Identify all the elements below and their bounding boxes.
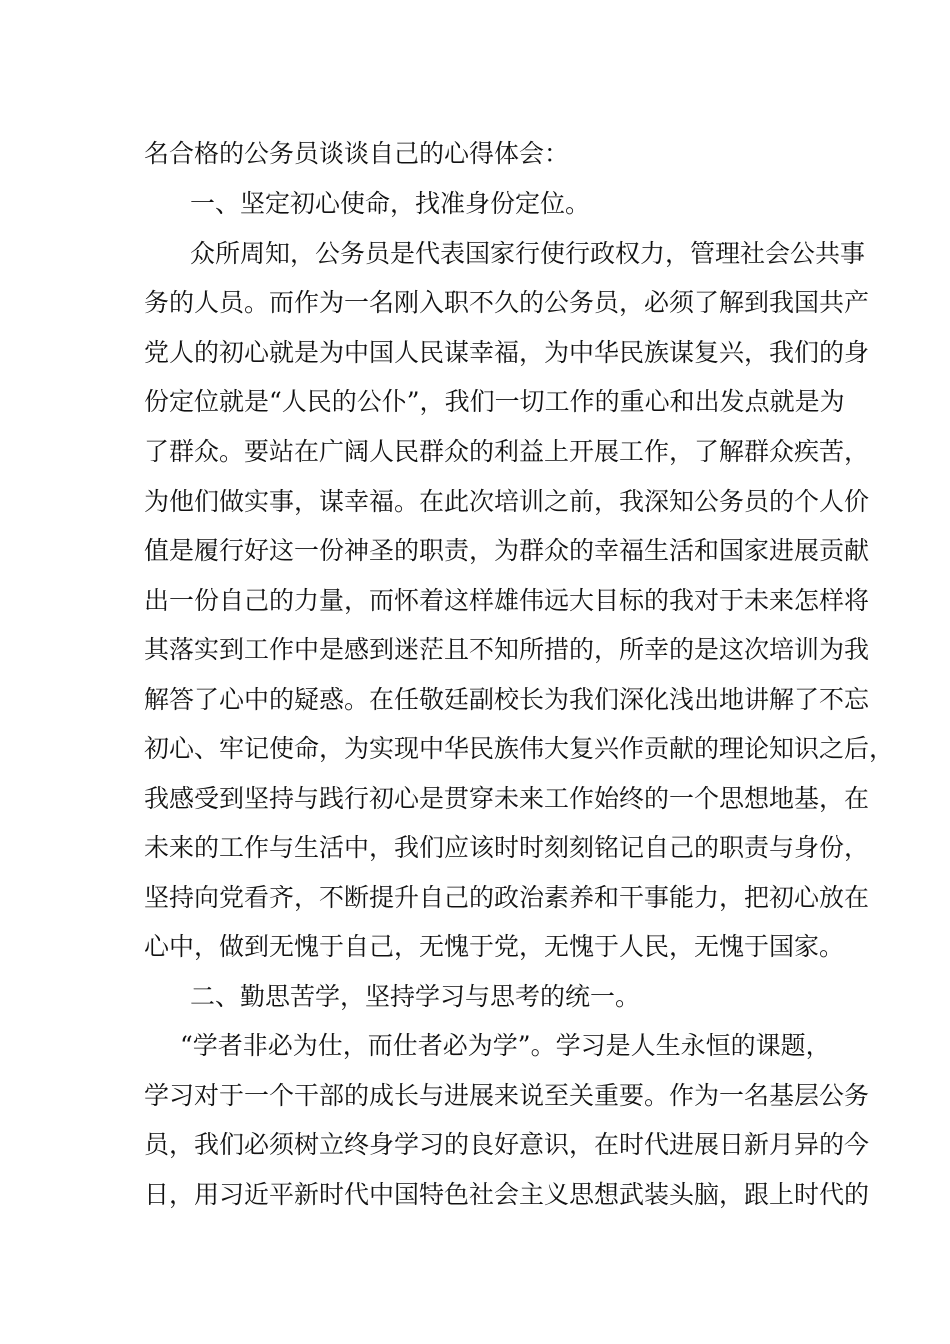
text-line: 了群众。要站在广阔人民群众的利益上开展工作，了解群众疾苦， [144, 437, 870, 466]
text-line: 未来的工作与生活中，我们应该时时刻刻铭记自己的职责与身份， [144, 833, 870, 862]
text-line: 心中，做到无愧于自己，无愧于党，无愧于人民，无愧于国家。 [144, 932, 845, 961]
text-line: 值是履行好这一份神圣的职责，为群众的幸福生活和国家进展贡献 [144, 536, 870, 565]
text-line: 解答了心中的疑惑。在任敬廷副校长为我们深化浅出地讲解了不忘 [144, 685, 870, 714]
text-line: 初心、牢记使命，为实现中华民族伟大复兴作贡献的理论知识之后， [144, 734, 895, 763]
text-line: 日，用习近平新时代中国特色社会主义思想武装头脑，跟上时代的 [144, 1180, 870, 1209]
text-line: 为他们做实事，谋幸福。在此次培训之前，我深知公务员的个人价 [144, 487, 870, 516]
text-line: 其落实到工作中是感到迷茫且不知所措的，所幸的是这次培训为我 [144, 635, 870, 664]
text-line: 份定位就是“人民的公仆”，我们一切工作的重心和出发点就是为 [144, 387, 845, 416]
text-line: 出一份自己的力量，而怀着这样雄伟远大目标的我对于未来怎样将 [144, 586, 870, 615]
section-heading-2: 二、勤思苦学，坚持学习与思考的统一。 [190, 982, 641, 1011]
text-line: 名合格的公务员谈谈自己的心得体会： [144, 139, 570, 168]
text-line: 坚持向党看齐，不断提升自己的政治素养和干事能力，把初心放在 [144, 883, 870, 912]
text-line: 员，我们必须树立终身学习的良好意识，在时代进展日新月异的今 [144, 1130, 870, 1159]
text-line: 众所周知，公务员是代表国家行使行政权力，管理社会公共事 [190, 239, 866, 268]
section-heading-1: 一、坚定初心使命，找准身份定位。 [190, 189, 591, 218]
text-line: 我感受到坚持与践行初心是贯穿未来工作始终的一个思想地基，在 [144, 784, 870, 813]
text-line: 学习对于一个干部的成长与进展来说至关重要。作为一名基层公务 [144, 1081, 870, 1110]
text-line: “学者非必为仕，而仕者必为学”。学习是人生永恒的课题， [180, 1031, 831, 1060]
text-line: 党人的初心就是为中国人民谋幸福，为中华民族谋复兴，我们的身 [144, 338, 870, 367]
text-line: 务的人员。而作为一名刚入职不久的公务员，必须了解到我国共产 [144, 288, 870, 317]
